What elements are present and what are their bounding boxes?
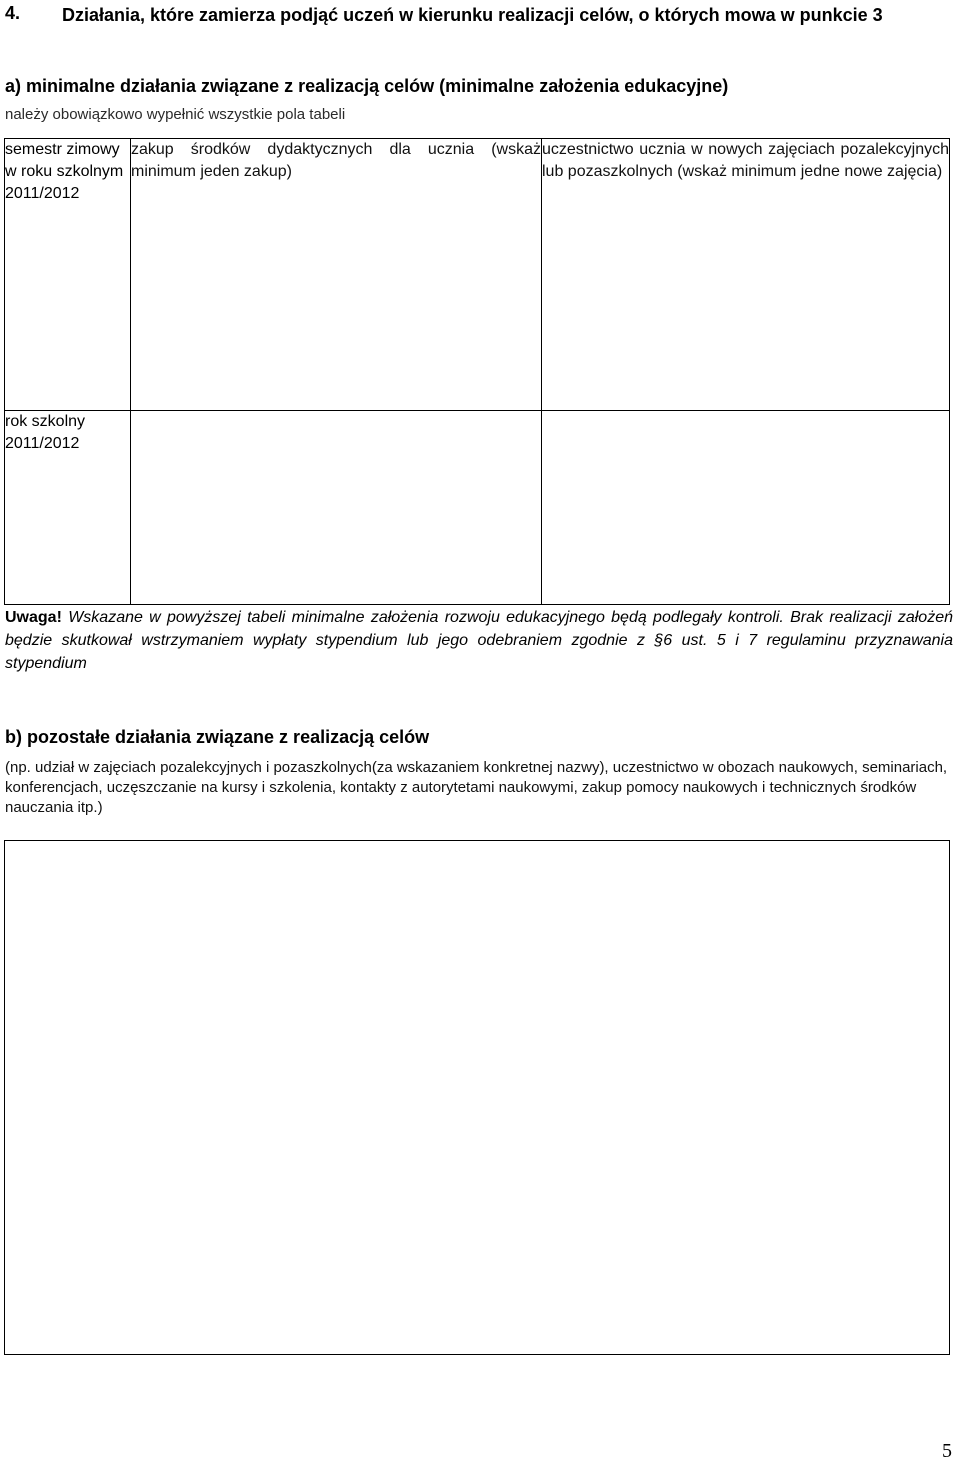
warning-label: Uwaga! [5,609,62,626]
warning-note [5,606,953,675]
new-activities-field[interactable] [542,139,950,411]
col3-header: uczestnictwo ucznia w nowych zajęciach pozalekcyjnych lub pozaszkolnych (wskaż minimum jedne nowe zajęcia) [542,141,949,180]
school-year-purchase-field[interactable] [131,411,542,605]
warning-text: Wskazane w powyższej tabeli minimalne założenia rozwoju edukacyjnego będą podlegały kontroli. Brak realizacji założeń będzie skutkował wstrzymaniem wypłaty stypendium lub jego odebraniem zgodnie z §6 ust. 5 i 7 regulaminu przyznawania stypendium [5,609,953,672]
col2-header: zakup środków dydaktycznych dla ucznia (wskaż minimum jeden zakup) [131,141,541,180]
other-actions-input-box[interactable] [4,840,950,1355]
part-b-description: (np. udział w zajęciach pozalekcyjnych i pozaszkolnych(za wskazaniem konkretnej nazwy), uczestnictwo w obozach naukowych, seminariach, konferencjach, uczęszczanie na kursy i szkolenia, kontakty z autorytetami naukowymi, zakup pomocy naukowych i technicznych środków nauczania itp.) [5,759,948,816]
part-a-instruction: należy obowiązkowo wypełnić wszystkie pola tabeli [5,106,346,123]
row-label-school-year: rok szkolny 2011/2012 [5,411,131,605]
page-number: 5 [942,1440,952,1462]
teaching-aids-purchase-field[interactable] [131,139,542,411]
section-title: Działania, które zamierza podjąć uczeń w kierunku realizacji celów, o których mowa w punkcie 3 [62,5,883,25]
part-a-heading: a) minimalne działania związane z realizacją celów (minimalne założenia edukacyjne) [5,76,729,96]
school-year-activities-field[interactable] [542,411,950,605]
minimal-actions-table [4,138,950,605]
section-number: 4. [5,3,21,23]
row-label-winter-semester: semestr zimowy w roku szkolnym 2011/2012 [5,139,131,411]
part-b-heading: b) pozostałe działania związane z realizacją celów [5,727,430,747]
